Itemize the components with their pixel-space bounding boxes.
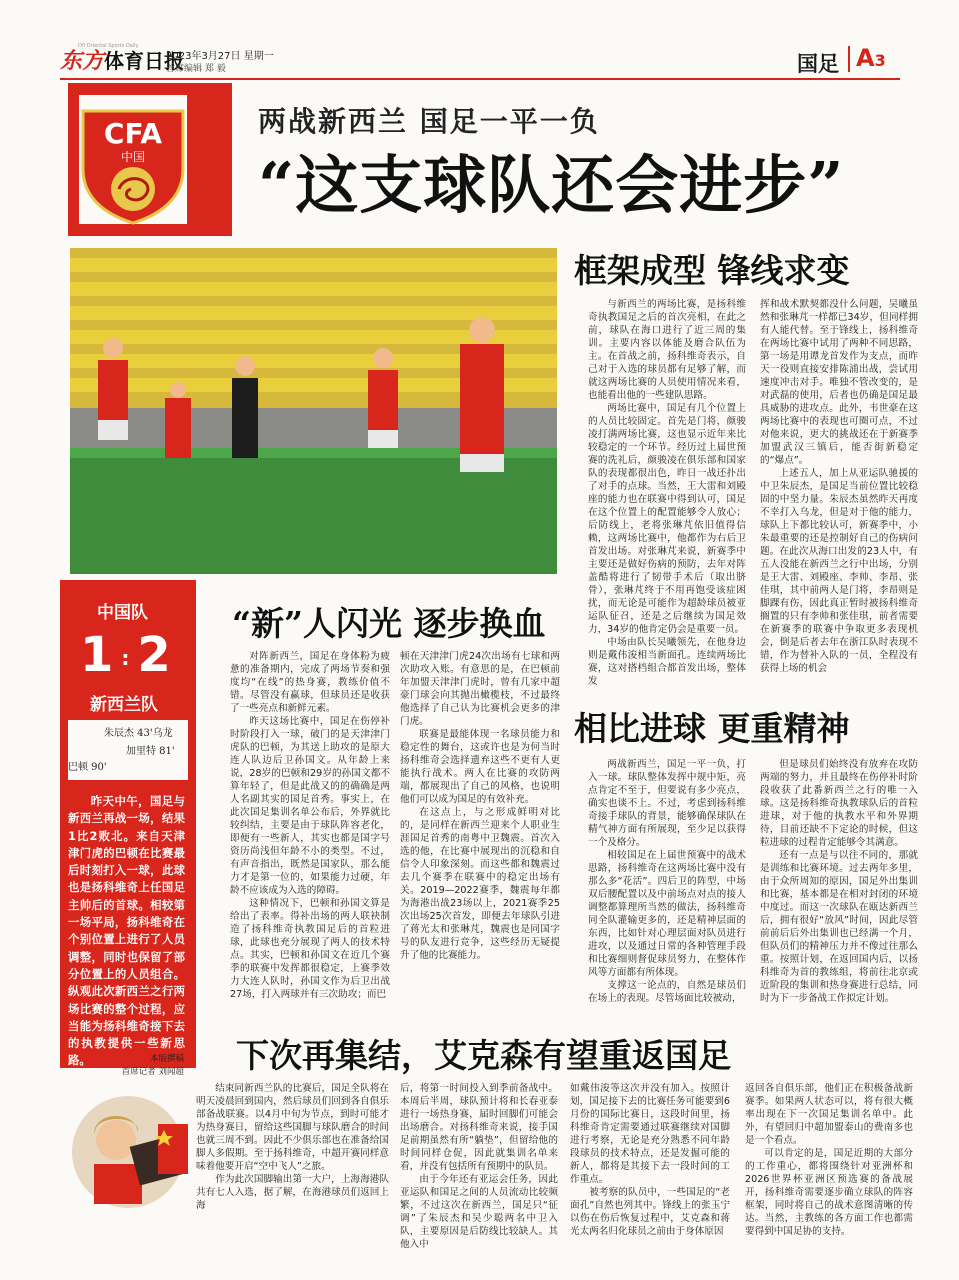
paragraph: 由于今年还有亚运会任务，因此亚运队和国足之间的人员流动比较频繁，不过这次在新西兰，国足只“征调”了朱辰杰和吴少聪两名中卫入队，主要原因是后防线比较缺人。其他入中 (400, 1174, 558, 1250)
paragraph: 还有一点是与以往不同的，那就是训练和比赛环境。过去两年多里，由于众所周知的原因，国足外出集训和比赛，基本都是在相对封闭的环境中度过。而这一次球队在瓯达新西兰后，拥有很好“放风”时间，因此尽管前前后后外出集训也已经满一个月，但队员们的精神压力并不像过往那么重。按照计划，在返回国内后，以扬科维奇为首的教练组，将前往北京或近阶段的集训和热身赛进行总结，同时为下一步备战工作拟定计划。 (760, 850, 918, 1004)
paragraph: 被考察的队员中，一些国足的“老面孔”自然也列其中。锋线上的张玉宁以伤在伤后恢复过程中，艾克森和蒋光太两名归化球员之前由于身体原因 (570, 1187, 730, 1237)
paragraph: 上述五人，加上从亚运队驰援的中卫朱辰杰，是国足当前位置比较稳固的中坚力量。朱辰杰虽然昨天再度不幸打入乌龙，但是对于他的能力，球队上下都比较认可，新赛季中，小朱最重要的还是控制好自己的伤病问题。在此次从海口出发的23人中，有五人没能在新西兰之行中出场，分别是王大雷、刘殿座、李帅、李昂、张佳琪，其中前两人是门将，李昂则是脚踝有伤，因此真正暂时被扬科维奇搁置的只有李帅和张佳琪，前者需要在新赛季的联赛中争取更多表现机会，倒是后者去年在浙江队时表现不错，作为替补入队的一员，全程没有获得上场的机会 (760, 468, 918, 674)
paragraph: 但是球员们始终没有放弃在攻防两端的努力，并且最终在伤停补时阶段收获了此番新西兰之行的唯一入球。这是扬科维奇执教球队后的首粒进球，对于他的执教水平和外界期待，目前还缺不下定论的时候，但这粒进球的过程肯定能够令其满意。 (760, 759, 918, 848)
credit-line: 本版撰稿 (149, 1054, 184, 1064)
paragraph: 两战新西兰，国足一平一负，打入一球。球队整体发挥中规中矩，亮点肯定不至于，但要说有多少亮点，确实也谈不上。不过，考虑到扬科维奇接手球队的背景，能够确保球队在精气神方面有所展现，至少足以获得一个及格分。 (588, 759, 746, 848)
paragraph: 联赛是最能体现一名球员能力和稳定性的舞台，这或许也是为何当时扬科维奇会选择遗弃这些不更有人更能执行战术。两人在比赛的攻防两端，都展现出了自己的风格，也说明他们可以成为国足的有效补充。 (400, 729, 560, 805)
cfa-badge (79, 107, 187, 225)
paragraph: 顿在天津津门虎24次出场有七球和两次助攻入账。有意思的是，在巴顿前年加盟天津津门虎时，曾有几家中超豪门球会向其抛出橄榄枝，不过最终他选择了自己认为比赛机会更多的津门虎。 (400, 651, 560, 727)
page-number: A3 (856, 44, 886, 72)
paragraph: 两场比赛中，国足有几个位置上的人员比较固定。首先是门将，颜骏凌打满两场比赛，这也显示近年来比较稳定的一个环节。经历过上届世预赛的洗礼后，颜骏凌在俱乐部和国家队的表现都很出色，昨日一战还扑出了对手的点球。当然，王大雷和刘殿座的能力也在联赛中得到认可，国足在这个位置上的配置能够令人放心；后防线上，老将张琳芃依旧值得信赖，这两场比赛中，他都作为右后卫首发出场。对张琳芃来说，新赛季中主要还是做好伤病的预防，去年对阵盖酷将进行了韧带手术后（取出脐骨），张琳芃终于不用再饱受该症困扰，而无论是可能作为超龄球员被亚运队征召，还是之后继续为国足效力，34岁的他肯定仍会是重要一员。 (588, 403, 746, 635)
paragraph: 后，将第一时间投入到季前备战中。本周后半周，球队预计将和长春亚泰进行一场热身赛，届时回脚们可能会出场磨合。对扬科维奇来说，接手国足前期虽然有所“躺垫”，但留给他的时间同样仓促，因此就集训名单来看，并没有包括所有预期中的队员。 (400, 1083, 558, 1172)
red-frame-block (187, 83, 232, 235)
cfa-subtext: 中国 (120, 150, 146, 164)
header-divider (848, 46, 850, 72)
scorer-line: 朱辰杰 43'乌龙 (104, 728, 173, 739)
section-name: 国足 (797, 52, 839, 76)
article-col-2a (230, 650, 390, 1016)
article-col-3b (760, 758, 918, 1020)
section-title-next-camp: 下次再集结，艾克森有望重返国足 (236, 1036, 731, 1075)
home-goals: 1 (80, 627, 114, 683)
section-title-spirit: 相比进球 更重精神 (574, 709, 850, 748)
match-photo (70, 248, 557, 574)
header-rule (60, 78, 900, 80)
article-col-4d (745, 1082, 913, 1272)
paragraph: 如戴伟浚等这次并没有加入。按照计划，国足接下去的比赛任务可能要到6月份的国际比赛日，这段时间里，扬科维奇肯定需要通过联赛继续对国脚进行考察，无论是充分熟悉不同年龄段球员的技术特点，还是发掘可能的新人，都将是其接下去一段时间的工作重点。 (570, 1083, 730, 1185)
editor-credit: 首席编辑 郑 毅 (166, 64, 226, 74)
paragraph: 结束同新西兰队的比赛后，国足全队将在明天凌晨回到国内，然后球员们回到各自俱乐部备战联赛。以4月中旬为节点，到时可能才为热身赛日，留给这些国脚与球队磨合的时间也就三周不到。因此不少俱乐部也在准备给国脚人多假期。至于扬科维奇，中超开赛同样意味着他要开启“空中飞人”之旅。 (196, 1083, 389, 1172)
paragraph: 昨天这场比赛中，国足在伤停补时阶段打入一球，破门的是天津津门虎队的巴顿，为其送上助攻的是原大连人队边后卫孙国文。从年龄上来说，28岁的巴顿和29岁的孙国文都不算年轻了，但是此战又的的确确是两人名副其实的国足首秀。事实上，在此次国足集训名单公布后，外界就比较纠结，主要是由于球队阵容老化，即便有一些新人，其实也都是国字号资历尚浅但年龄不小的类型。不过，有声音指出，既然是国家队，那么能力才是第一位的，如果能力过硬，年龄不应该成为入选的障碍。 (230, 716, 390, 896)
credit-line: 首席记者 刘闻超 (121, 1067, 184, 1077)
section-title-framework: 框架成型 锋线求变 (574, 251, 850, 290)
article-col-4c (570, 1082, 730, 1272)
article-col-4a (196, 1082, 389, 1272)
article-col-3a (588, 758, 746, 1020)
match-summary: 昨天中午，国足与新西兰再战一场，结果1比2败北。来自天津津门虎的巴顿在比赛最后时刻打入一球，此球也是扬科维奇上任国足主帅后的首球。相较第一场平局，扬科维奇在个别位置上进行了人员调整，同时也保留了部分位置上的人员组合。纵观此次新西兰之行两场比赛的整个过程，应当能为扬科维奇接下去的执教提供一些新思路。 (68, 794, 185, 1068)
article-col-4b (400, 1082, 558, 1272)
scorer-line: 加里特 81' (126, 746, 175, 757)
score-separator: : (121, 646, 130, 670)
paragraph: 与新西兰的两场比赛，是扬科维奇执教国足之后的首次亮相，在此之前，球队在海口进行了近三周的集训。主要内容以体能及磨合队伍为主。在首战之前，扬科维奇表示，自己对于入选的球员都有足够了解，而就这两场比赛的人员使用情况来看，也能看出他的一些建队思路。 (588, 299, 746, 401)
red-frame-left (68, 83, 79, 235)
paragraph: 这种情况下，巴顿和孙国文算是给出了表率。得补出场的两人联袂制造了扬科维奇执教国足后的首粒进球，此球也充分展现了两人的技术特点。其实，巴顿和孙国文在近几个赛季的联赛中发挥都很稳定，上赛季效力大连人队时，孙国文作为后卫出战27场，打入两球并有三次助攻；而巴 (230, 898, 390, 1000)
red-frame-bottom (68, 224, 232, 236)
fan-photo (68, 1080, 188, 1210)
article-col-2b (400, 650, 560, 1016)
main-headline: “这支球队还会进步” (258, 148, 845, 222)
paragraph: 返回各自俱乐部，他们正在积极备战新赛季。如果两人状态可以，将有很大概率出现在下一次国足集训名单中。此外，有望回归中超加盟泰山的费南多也是一个看点。 (745, 1083, 913, 1146)
paragraph: 在这点上，与之形成鲜明对比的，是同样在新西兰迎来个人职业生涯国足首秀的南粤中卫魏震。首次入选的他，在比赛中展现出的沉稳和自信令人印象深刻。而这些都和魏震过去几个赛季在联赛中的稳定出场有关。2019—2022赛季，魏震每年都为海港出战23场以上，2021赛季25次出场25次首发，即便去年球队引进了蒋光太和张琳芃，魏震也是同国字号的队友进行竞争，这些经历无疑提升了他的比赛能力。 (400, 807, 560, 961)
paragraph: 可以肯定的是，国足近期的大部分的工作重心，都将围绕针对亚洲杯和2026世界杯亚洲区预选赛的备战展开，扬科维奇需要逐步确立球队的阵容框架，同时将自己的战术意图清晰的传达。当然，主教练的各方面工作也都需要得到中国足协的支持。 (745, 1148, 913, 1237)
issue-date: 2023年3月27日 星期一 (166, 51, 274, 62)
newspaper-logo: 东方体育日报 (60, 49, 185, 74)
scorer-line: 巴顿 90' (68, 762, 107, 773)
away-team-name: 新西兰队 (90, 695, 158, 715)
headline-kicker: 两战新西兰 国足一平一负 (258, 105, 600, 138)
paragraph: 中场由队长吴曦领先，在他身边则是戴伟浚相当新面孔。连续两场比赛，这对搭档组合都首发出场，整体发 (588, 637, 746, 687)
section-title-new-faces: “新”人闪光 逐步换血 (232, 604, 546, 643)
paragraph: 挥和战术默契都没什么问题，吴曦虽然和张琳芃一样都已34岁，但同样拥有人能代替。至于锋线上，扬科维奇在两场比赛中试用了两种不同思路，第一场是用谭龙首发作为支点，而昨天一役则直接安排陈浦出战，尝试用速度冲击对手。唯独不管改变的，是对武磊的使用，后者也仍确是国足最具威胁的进攻点。此外，韦世豪在这两场比赛中的表现也可圈可点，不过对他来说，更大的挑战还在于新赛季加盟武汉三镇后，能否街新稳定的“爆点”。 (760, 299, 918, 466)
newspaper-logo-english: Dfl Oriental Sports Daily (78, 43, 139, 49)
home-team-name: 中国队 (97, 603, 148, 623)
away-goals: 2 (137, 627, 171, 683)
article-col-1a (588, 298, 746, 687)
article-col-1b (760, 298, 918, 678)
paragraph: 相较国足在上届世预赛中的战术思路，扬科维奇在这两场比赛中没有那么多“花活”。四后卫的阵型，中场双后腰配置以及中前场点对点的接人调整都算理所当然的做法，扬科维奇同全队灌输更多的，还是精神层面的东西，比如针对心理层面对队员进行进攻，以及通过日常的各种管理手段和比赛细则督促球员努力，在整体作风等方面都有所体现。 (588, 850, 746, 978)
paragraph: 支撑这一论点的，自然是球员们在场上的表现。尽管场面比较被动， (588, 980, 746, 1004)
score-display (80, 627, 171, 683)
cfa-text: CFA (103, 117, 163, 150)
paragraph: 对阵新西兰，国足在身体粉为疲惫的准备期内，完成了两场节奏和强度均“在线”的热身赛，教练价值不错。尽管没有赢球，但球员还是收获了一些亮点和新鲜元素。 (230, 651, 390, 714)
paragraph: 作为此次国脚输出第一大户，上海海港队共有七人入选，据了解，在海港球员们返回上海 (196, 1174, 389, 1211)
